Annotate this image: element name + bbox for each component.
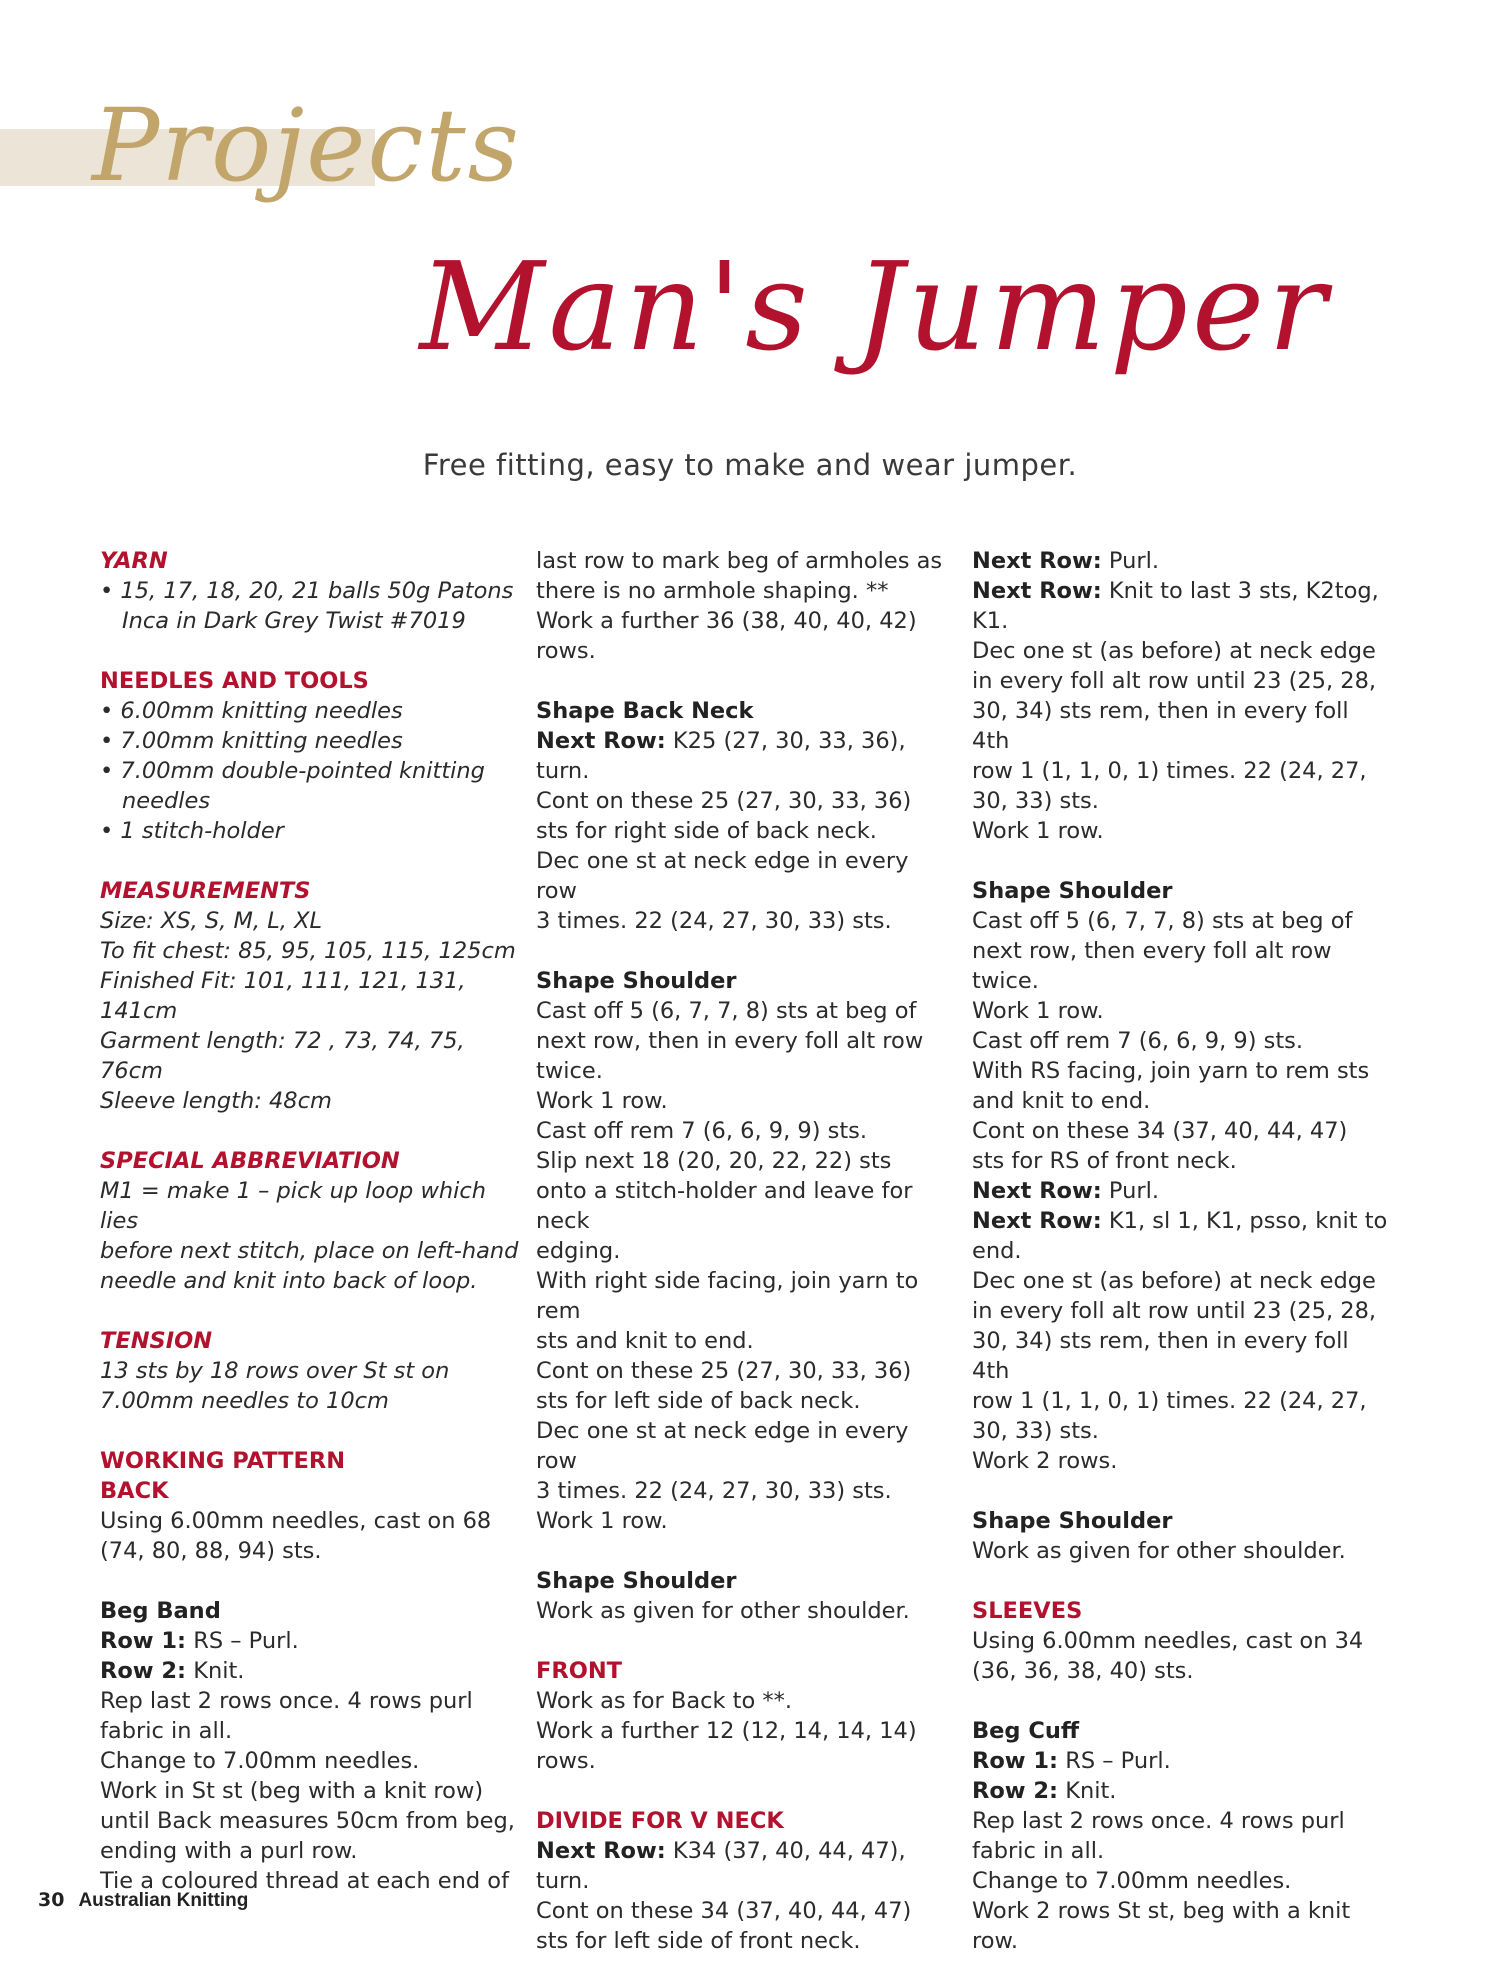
list-item: needles — [122, 788, 211, 814]
row-text: Knit. — [186, 1658, 245, 1684]
text-line: With RS facing, join yarn to rem sts — [972, 1058, 1370, 1084]
text-line: Cont on these 25 (27, 30, 33, 36) — [536, 788, 912, 814]
page-title: Man's Jumper — [419, 236, 1331, 378]
measurements-heading: MEASUREMENTS — [100, 878, 311, 904]
column-2 — [536, 546, 956, 1956]
text-line: 30, 33) sts. — [972, 788, 1099, 814]
text-line: 30, 33) sts. — [972, 1418, 1099, 1444]
list-item: Inca in Dark Grey Twist #7019 — [122, 608, 466, 634]
text-line: sts for RS of front neck. — [972, 1148, 1237, 1174]
text-line: Work a further 12 (12, 14, 14, 14) — [536, 1718, 917, 1744]
abbreviation-heading: SPECIAL ABBREVIATION — [100, 1148, 400, 1174]
text-line: K1. — [972, 608, 1009, 634]
text-line: Using 6.00mm needles, cast on 34 — [972, 1628, 1364, 1654]
text-line: sts and knit to end. — [536, 1328, 754, 1354]
yarn-heading: YARN — [100, 548, 168, 574]
list-item: • 1 stitch-holder — [100, 818, 284, 844]
beg-cuff-heading: Beg Cuff — [972, 1718, 1080, 1744]
list-item: • 15, 17, 18, 20, 21 balls 50g Patons — [100, 578, 514, 604]
text-line: Cast off rem 7 (6, 6, 9, 9) sts. — [536, 1118, 868, 1144]
text-line: Work as given for other shoulder. — [972, 1538, 1346, 1564]
text-line: 30, 34) sts rem, then in every foll 4th — [972, 1328, 1349, 1384]
text-line: Work in St st (beg with a knit row) — [100, 1778, 484, 1804]
text-line: 30, 34) sts rem, then in every foll 4th — [972, 698, 1349, 754]
row-text: K25 (27, 30, 33, 36), — [665, 728, 906, 754]
row-label: Row 2: — [972, 1778, 1059, 1804]
page-footer — [38, 1889, 248, 1912]
row-instruction — [972, 1746, 1392, 1776]
row-label: Next Row: — [536, 1838, 666, 1864]
row-instruction — [972, 1206, 1392, 1236]
text-line: Dec one st at neck edge in every row — [536, 1418, 909, 1474]
text-line: Cast off 5 (6, 7, 7, 8) sts at beg of — [536, 998, 917, 1024]
text-line: row 1 (1, 1, 0, 1) times. 22 (24, 27, — [972, 1388, 1367, 1414]
text-line: in every foll alt row until 23 (25, 28, — [972, 1298, 1377, 1324]
text-line: before next stitch, place on left-hand — [100, 1238, 519, 1264]
text-line: sts for right side of back neck. — [536, 818, 877, 844]
column-3 — [972, 546, 1392, 1956]
text-line: onto a stitch-holder and leave for neck — [536, 1178, 913, 1234]
row-text: Purl. — [1101, 1178, 1160, 1204]
text-line: Cont on these 25 (27, 30, 33, 36) — [536, 1358, 912, 1384]
row-label: Row 1: — [100, 1628, 187, 1654]
text-line: 3 times. 22 (24, 27, 30, 33) sts. — [536, 1478, 892, 1504]
text-line: Change to 7.00mm needles. — [972, 1868, 1292, 1894]
back-heading: BACK — [100, 1478, 169, 1504]
text-line: With right side facing, join yarn to rem — [536, 1268, 919, 1324]
shape-back-neck-heading: Shape Back Neck — [536, 698, 754, 724]
row-instruction — [536, 726, 956, 756]
sleeves-heading: SLEEVES — [972, 1598, 1083, 1624]
tension-heading: TENSION — [100, 1328, 213, 1354]
text-line: fabric in all. — [972, 1838, 1105, 1864]
page-subtitle: Free fitting, easy to make and wear jumper. — [422, 448, 1078, 482]
row-text: RS – Purl. — [1058, 1748, 1171, 1774]
row-instruction — [972, 576, 1392, 606]
text-line: Dec one st (as before) at neck edge — [972, 1268, 1376, 1294]
section-label: Projects — [92, 87, 521, 204]
text-line: Finished Fit: 101, 111, 121, 131, — [100, 968, 466, 994]
text-line: needle and knit into back of loop. — [100, 1268, 478, 1294]
text-line: Cont on these 34 (37, 40, 44, 47) — [536, 1898, 912, 1924]
text-line: turn. — [536, 758, 590, 784]
row-label: Next Row: — [972, 548, 1102, 574]
text-line: 141cm — [100, 998, 178, 1024]
text-line: Work a further 36 (38, 40, 40, 42) — [536, 608, 917, 634]
text-line: last row to mark beg of armholes as — [536, 548, 943, 574]
text-line: Rep last 2 rows once. 4 rows purl — [972, 1808, 1345, 1834]
row-instruction — [972, 1176, 1392, 1206]
text-line: twice. — [536, 1058, 603, 1084]
text-line: Work 1 row. — [972, 998, 1104, 1024]
row-instruction — [100, 1626, 520, 1656]
text-line: next row, then every foll alt row twice. — [972, 938, 1332, 994]
magazine-name: Australian Knitting — [78, 1890, 249, 1911]
shape-shoulder-heading: Shape Shoulder — [536, 1568, 737, 1594]
text-line: Using 6.00mm needles, cast on 68 — [100, 1508, 492, 1534]
row-label: Next Row: — [972, 578, 1102, 604]
shape-shoulder-heading: Shape Shoulder — [972, 878, 1173, 904]
front-heading: FRONT — [536, 1658, 623, 1684]
working-pattern-heading: WORKING PATTERN — [100, 1448, 346, 1474]
column-1 — [100, 546, 520, 1896]
text-line: Slip next 18 (20, 20, 22, 22) sts — [536, 1148, 892, 1174]
text-line: Work as given for other shoulder. — [536, 1598, 910, 1624]
text-line: Work 1 row. — [536, 1088, 668, 1114]
text-line: M1 = make 1 – pick up loop which lies — [100, 1178, 487, 1234]
needles-heading: NEEDLES AND TOOLS — [100, 668, 369, 694]
divide-v-neck-heading: DIVIDE FOR V NECK — [536, 1808, 784, 1834]
shape-shoulder-heading: Shape Shoulder — [536, 968, 737, 994]
text-line: Cast off 5 (6, 7, 7, 8) sts at beg of — [972, 908, 1353, 934]
text-line: row 1 (1, 1, 0, 1) times. 22 (24, 27, — [972, 758, 1367, 784]
text-line: Work as for Back to **. — [536, 1688, 793, 1714]
text-line: Dec one st (as before) at neck edge — [972, 638, 1376, 664]
row-instruction — [972, 546, 1392, 576]
row-instruction — [100, 1656, 520, 1686]
text-line: 13 sts by 18 rows over St st on — [100, 1358, 450, 1384]
text-line: Cont on these 34 (37, 40, 44, 47) — [972, 1118, 1348, 1144]
row-label: Next Row: — [972, 1178, 1102, 1204]
row-instruction — [536, 1836, 956, 1866]
text-line: Size: XS, S, M, L, XL — [100, 908, 323, 934]
text-line: and knit to end. — [972, 1088, 1151, 1114]
text-line: sts for left side of back neck. — [536, 1388, 861, 1414]
text-line: Sleeve length: 48cm — [100, 1088, 332, 1114]
row-text: RS – Purl. — [186, 1628, 299, 1654]
row-text: K34 (37, 40, 44, 47), — [665, 1838, 906, 1864]
text-line: next row, then in every foll alt row — [536, 1028, 924, 1054]
row-text: K1, sl 1, K1, psso, knit to — [1101, 1208, 1388, 1234]
text-line: 7.00mm needles to 10cm — [100, 1388, 389, 1414]
text-line: Work 1 row. — [972, 818, 1104, 844]
text-line: Tie a coloured thread at each end of — [100, 1868, 509, 1894]
row-text: Purl. — [1101, 548, 1160, 574]
shape-shoulder-heading: Shape Shoulder — [972, 1508, 1173, 1534]
row-text: Knit to last 3 sts, K2tog, — [1101, 578, 1379, 604]
list-item: • 7.00mm double-pointed knitting — [100, 758, 485, 784]
text-line: in every foll alt row until 23 (25, 28, — [972, 668, 1377, 694]
text-line: Work 2 rows. — [972, 1448, 1118, 1474]
page-number: 30 — [38, 1889, 65, 1911]
text-line: To fit chest: 85, 95, 105, 115, 125cm — [100, 938, 516, 964]
text-line: Work 1 row. — [536, 1508, 668, 1534]
text-line: (36, 36, 38, 40) sts. — [972, 1658, 1194, 1684]
row-text: Knit. — [1058, 1778, 1117, 1804]
text-line: Dec one st at neck edge in every row — [536, 848, 909, 904]
text-line: there is no armhole shaping. ** — [536, 578, 889, 604]
list-item: • 6.00mm knitting needles — [100, 698, 403, 724]
text-line: edging. — [536, 1238, 621, 1264]
text-line: 3 times. 22 (24, 27, 30, 33) sts. — [536, 908, 892, 934]
row-label: Next Row: — [972, 1208, 1102, 1234]
text-line: Work 2 rows St st, beg with a knit row. — [972, 1898, 1351, 1954]
text-line: sts for left side of front neck. — [536, 1928, 861, 1954]
row-label: Next Row: — [536, 728, 666, 754]
text-line: Garment length: 72 , 73, 74, 75, 76cm — [100, 1028, 465, 1084]
row-label: Row 2: — [100, 1658, 187, 1684]
text-line: rows. — [536, 638, 596, 664]
text-line: Cast off rem 7 (6, 6, 9, 9) sts. — [972, 1028, 1304, 1054]
text-line: Change to 7.00mm needles. — [100, 1748, 420, 1774]
text-line: until Back measures 50cm from beg, — [100, 1808, 515, 1834]
row-instruction — [972, 1776, 1392, 1806]
text-line: Rep last 2 rows once. 4 rows purl — [100, 1688, 473, 1714]
text-line: (74, 80, 88, 94) sts. — [100, 1538, 322, 1564]
text-line: rows. — [536, 1748, 596, 1774]
text-line: end. — [972, 1238, 1022, 1264]
text-line: ending with a purl row. — [100, 1838, 358, 1864]
beg-band-heading: Beg Band — [100, 1598, 221, 1624]
text-line: turn. — [536, 1868, 590, 1894]
text-line: fabric in all. — [100, 1718, 233, 1744]
list-item: • 7.00mm knitting needles — [100, 728, 403, 754]
row-label: Row 1: — [972, 1748, 1059, 1774]
